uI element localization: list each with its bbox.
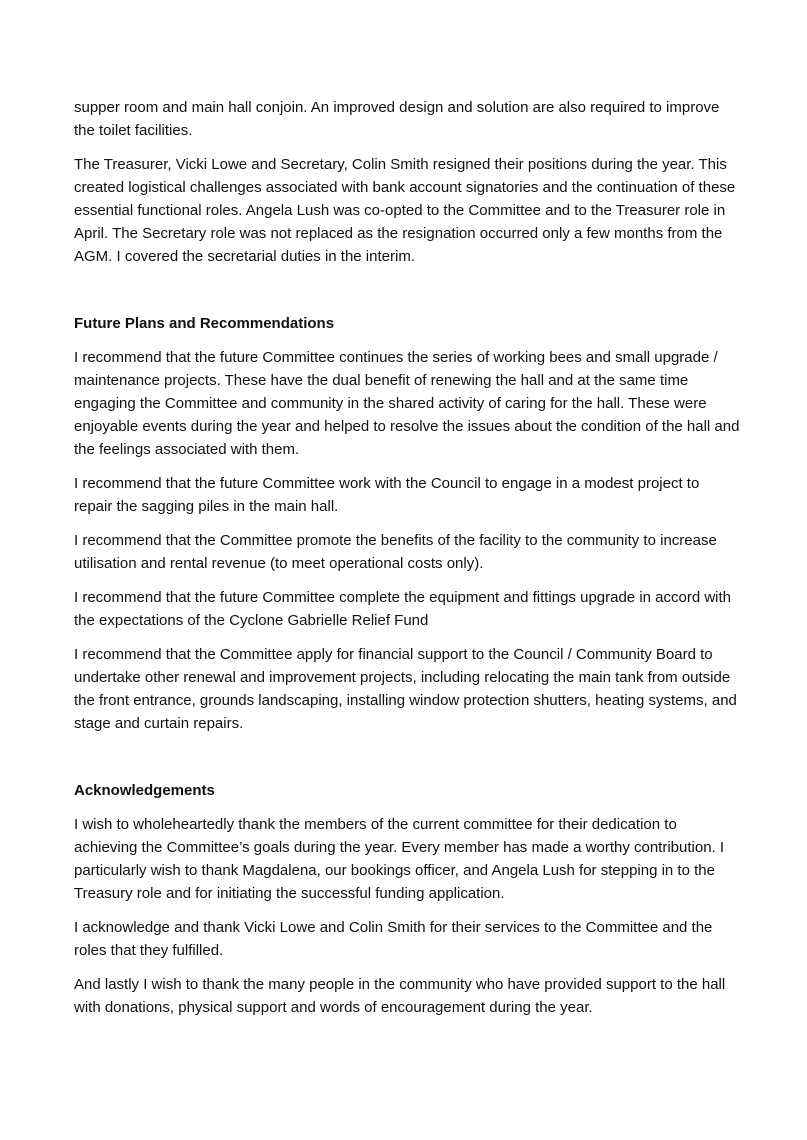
intro-paragraph-1: supper room and main hall conjoin. An improved design and solution are also required to improve the toilet facilities.: [74, 99, 720, 139]
acknowledgements-heading: Acknowledgements: [74, 782, 215, 799]
future-paragraph-1: I recommend that the future Committee continues the series of working bees and small upgrade / maintenance projects. These have the dual benefit of renewing the hall and at the same time engaging the Committee and community in the shared activity of caring for the hall. These were enjoyable events during the year and helped to resolve the issues about the condition of the hall and the feelings associated with them.: [74, 349, 740, 458]
acknowledgements-paragraph-2: I acknowledge and thank Vicki Lowe and Colin Smith for their services to the Committee and the roles that they fulfilled.: [74, 919, 713, 959]
future-paragraph-3: I recommend that the Committee promote the benefits of the facility to the community to increase utilisation and rental revenue (to meet operational costs only).: [74, 532, 717, 572]
acknowledgements-paragraph-1: I wish to wholeheartedly thank the members of the current committee for their dedication to achieving the Committee’s goals during the year. Every member has made a worthy contribution. I particularly wish to thank Magdalena, our bookings officer, and Angela Lush for stepping in to the Treasury role and for initiating the successful funding application.: [74, 816, 725, 902]
future-paragraph-4: I recommend that the future Committee complete the equipment and fittings upgrade in accord with the expectations of the Cyclone Gabrielle Relief Fund: [74, 589, 732, 629]
document-page: [74, 96, 740, 1030]
intro-paragraph-2: The Treasurer, Vicki Lowe and Secretary, Colin Smith resigned their positions during the year. This created logistical challenges associated with bank account signatories and the continuation of these essential functional roles. Angela Lush was co-opted to the Committee and to the Treasurer role in April. The Secretary role was not replaced as the resignation occurred only a few months from the AGM. I covered the secretarial duties in the interim.: [74, 156, 736, 265]
future-paragraph-5: I recommend that the Committee apply for financial support to the Council / Community Board to undertake other renewal and improvement projects, including relocating the main tank from outside the front entrance, grounds landscaping, installing window protection shutters, heating systems, and stage and curtain repairs.: [74, 646, 737, 732]
future-plans-heading: Future Plans and Recommendations: [74, 315, 335, 332]
acknowledgements-paragraph-3: And lastly I wish to thank the many people in the community who have provided support to the hall with donations, physical support and words of encouragement during the year.: [74, 976, 726, 1016]
future-paragraph-2: I recommend that the future Committee work with the Council to engage in a modest project to repair the sagging piles in the main hall.: [74, 475, 700, 515]
